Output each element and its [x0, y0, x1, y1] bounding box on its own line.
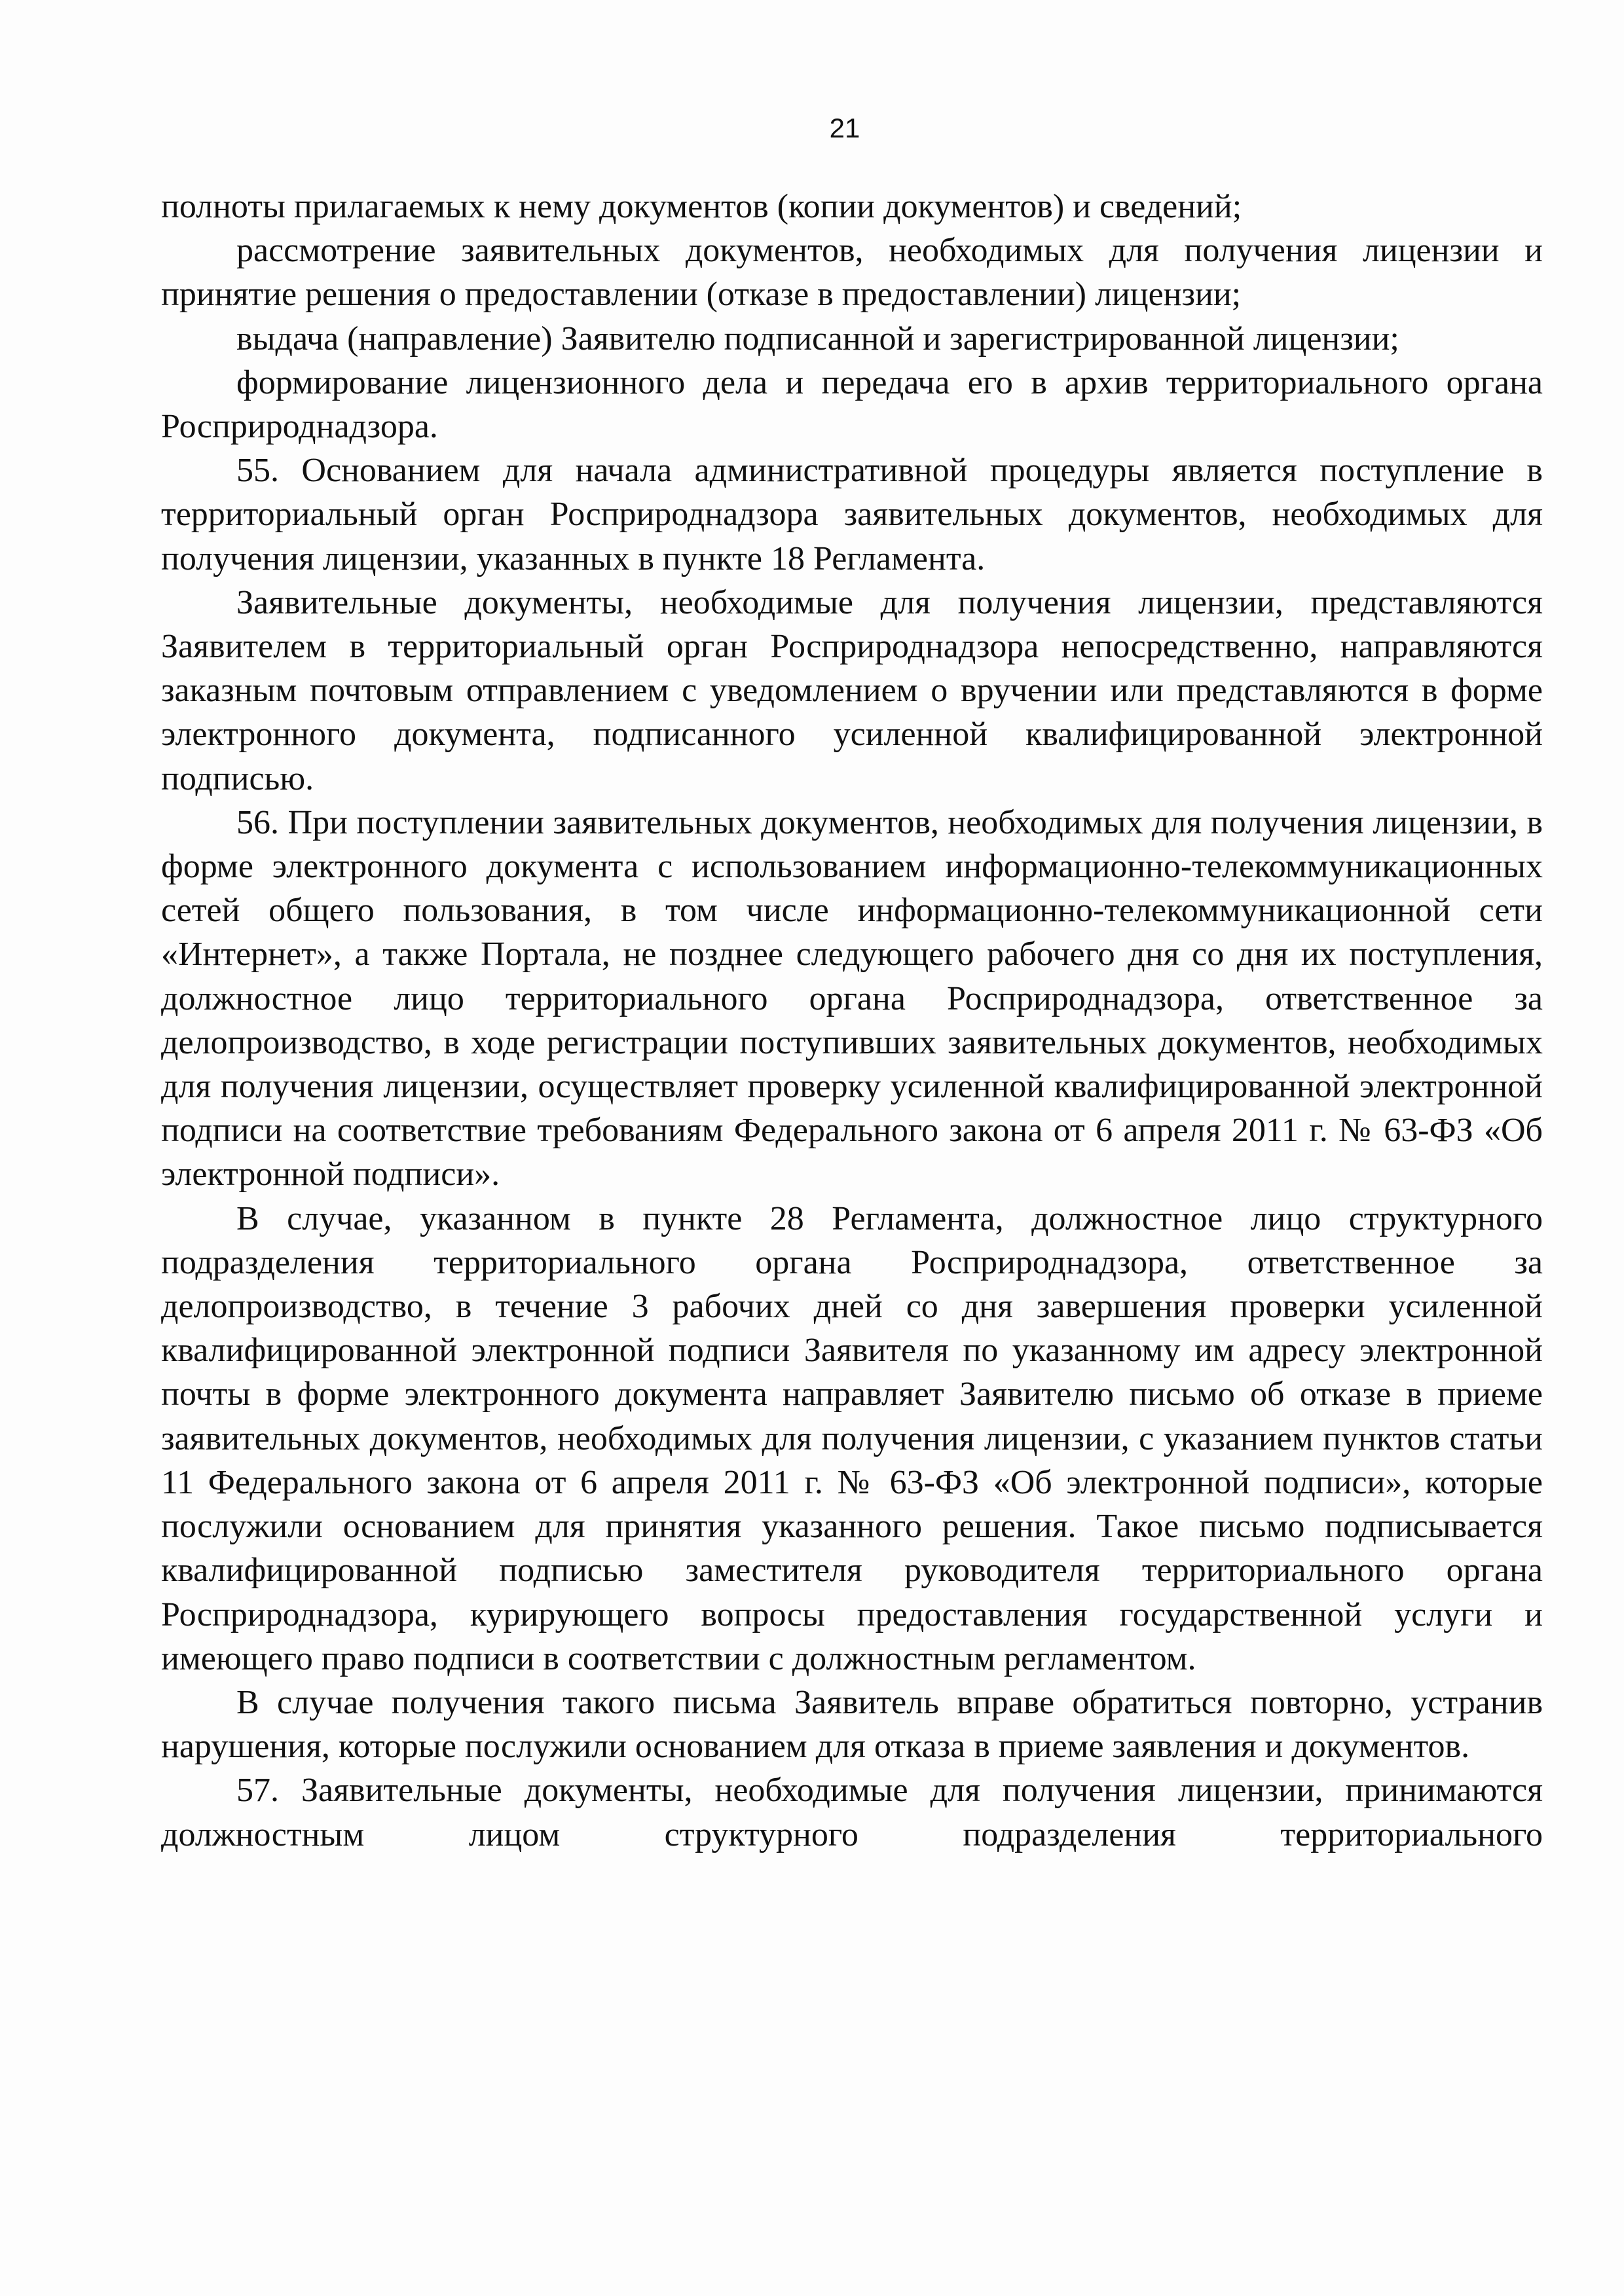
paragraph-10: 57. Заявительные документы, необходимые для получения лицензии, принимаются должностным лицом структурного подразделения территориального — [161, 1772, 1543, 1853]
paragraph-8: В случае, указанном в пункте 28 Регламента, должностное лицо структурного подразделения территориального органа Росприроднадзора, ответственное за делопроизводство, в течение 3 рабочих дней со дня завершения проверки усиленной квалифицированной электронной подписи Заявителя по указанному им адресу электронной почты в форме электронного документа направляет Заявителю письмо об отказе в приеме заявительных документов, необходимых для получения лицензии, с указанием пунктов статьи 11 Федерального закона от 6 апреля 2011 г. № 63-ФЗ «Об электронной подписи», которые послужили основанием для принятия указанного решения. Такое письмо подписывается квалифицированной подписью заместителя руководителя территориального органа Росприроднадзора, курирующего вопросы предоставления государственной услуги и имеющего право подписи в соответствии с должностным регламентом. — [161, 1199, 1543, 1677]
paragraph-5: 55. Основанием для начала административной процедуры является поступление в территориальный орган Росприроднадзора заявительных документов, необходимых для получения лицензии, указанных в пункте 18 Регламента. — [161, 452, 1543, 577]
page-number: 21 — [829, 113, 860, 143]
paragraph-1: полноты прилагаемых к нему документов (копии документов) и сведений; — [161, 188, 1242, 225]
paragraph-3: выдача (направление) Заявителю подписанной и зарегистрированной лицензии; — [236, 319, 1399, 357]
paragraph-4: формирование лицензионного дела и передача его в архив территориального органа Росприроднадзора. — [161, 363, 1543, 446]
paragraph-7: 56. При поступлении заявительных документов, необходимых для получения лицензии, в форме электронного документа с использованием информационно-телекоммуникационных сетей общего пользования, в том числе информационно-телекоммуникационной сети «Интернет», а также Портала, не позднее следующего рабочего дня со дня их поступления, должностное лицо территориального органа Росприроднадзора, ответственное за делопроизводство, в ходе регистрации поступивших заявительных документов, необходимых для получения лицензии, осуществляет проверку усиленной квалифицированной электронной подписи на соответствие требованиям Федерального закона от 6 апреля 2011 г. № 63-ФЗ «Об электронной подписи». — [161, 803, 1543, 1194]
paragraph-9: В случае получения такого письма Заявитель вправе обратиться повторно, устранив нарушения, которые послужили основанием для отказа в приеме заявления и документов. — [161, 1683, 1543, 1766]
body-text — [161, 185, 1543, 1857]
paragraph-6: Заявительные документы, необходимые для получения лицензии, представляются Заявителем в территориальный орган Росприроднадзора непосредственно, направляются заказным почтовым отправлением с уведомлением о вручении или представляются в форме электронного документа, подписанного усиленной квалифицированной электронной подписью. — [161, 583, 1543, 797]
paragraph-2: рассмотрение заявительных документов, необходимых для получения лицензии и принятие решения о предоставлении (отказе в предоставлении) лицензии; — [161, 232, 1543, 314]
